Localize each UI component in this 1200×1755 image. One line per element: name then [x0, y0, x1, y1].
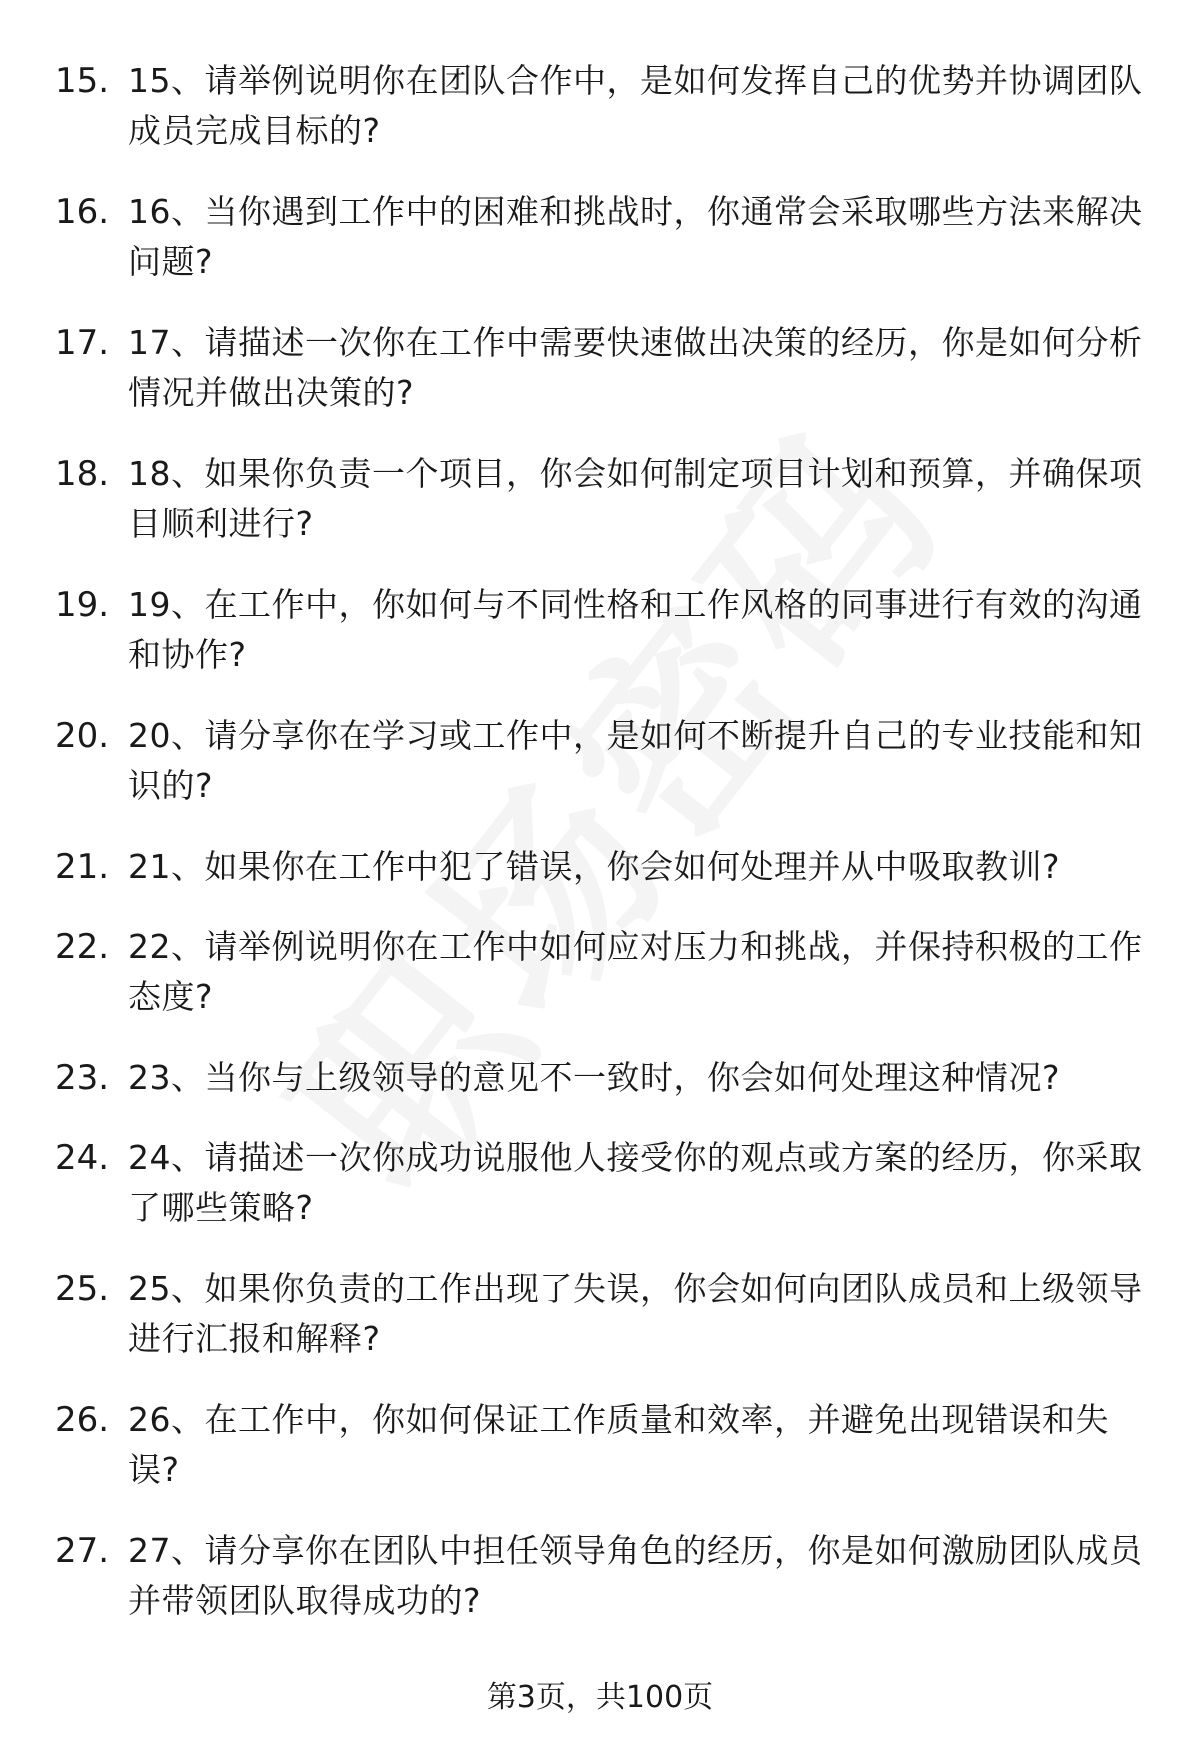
question-item-23: [0, 1053, 1200, 1099]
question-text: 23、当你与上级领导的意见不一致时，你会如何处理这种情况?: [128, 1058, 1061, 1097]
question-number: 16.: [55, 192, 110, 232]
question-number: 20.: [55, 716, 110, 756]
question-number: 18.: [55, 454, 110, 494]
question-item-18: [0, 449, 1200, 547]
question-list: [0, 56, 1200, 1657]
question-text: 20、请分享你在学习或工作中，是如何不断提升自己的专业技能和知识的?: [128, 716, 1143, 805]
question-item-20: [0, 711, 1200, 809]
question-text: 17、请描述一次你在工作中需要快速做出决策的经历，你是如何分析情况并做出决策的?: [128, 323, 1143, 412]
question-item-16: [0, 187, 1200, 285]
question-item-26: [0, 1395, 1200, 1493]
question-text: 24、请描述一次你成功说服他人接受你的观点或方案的经历，你采取了哪些策略?: [128, 1138, 1143, 1227]
question-text: 21、如果你在工作中犯了错误，你会如何处理并从中吸取教训?: [128, 847, 1061, 886]
question-item-19: [0, 580, 1200, 678]
question-number: 15.: [55, 61, 110, 101]
question-number: 22.: [55, 927, 110, 967]
question-item-21: [0, 842, 1200, 888]
question-text: 16、当你遇到工作中的困难和挑战时，你通常会采取哪些方法来解决问题?: [128, 192, 1143, 281]
question-text: 18、如果你负责一个项目，你会如何制定项目计划和预算，并确保项目顺利进行?: [128, 454, 1143, 543]
question-item-27: [0, 1526, 1200, 1624]
question-item-24: [0, 1133, 1200, 1231]
question-number: 23.: [55, 1058, 110, 1098]
question-text: 15、请举例说明你在团队合作中，是如何发挥自己的优势并协调团队成员完成目标的?: [128, 61, 1143, 150]
question-item-17: [0, 318, 1200, 416]
question-text: 25、如果你负责的工作出现了失误，你会如何向团队成员和上级领导进行汇报和解释?: [128, 1269, 1143, 1358]
question-item-22: [0, 922, 1200, 1020]
question-number: 26.: [55, 1400, 110, 1440]
question-text: 22、请举例说明你在工作中如何应对压力和挑战，并保持积极的工作态度?: [128, 927, 1143, 1016]
page-footer: 第3页，共100页: [486, 1680, 714, 1715]
question-text: 26、在工作中，你如何保证工作质量和效率，并避免出现错误和失误?: [128, 1400, 1109, 1489]
question-number: 25.: [55, 1269, 110, 1309]
question-number: 21.: [55, 847, 110, 887]
question-number: 17.: [55, 323, 110, 363]
question-item-15: [0, 56, 1200, 154]
question-text: 19、在工作中，你如何与不同性格和工作风格的同事进行有效的沟通和协作?: [128, 585, 1143, 674]
question-number: 24.: [55, 1138, 110, 1178]
question-item-25: [0, 1264, 1200, 1362]
question-number: 27.: [55, 1531, 110, 1571]
question-text: 27、请分享你在团队中担任领导角色的经历，你是如何激励团队成员并带领团队取得成功的?: [128, 1531, 1143, 1620]
question-number: 19.: [55, 585, 110, 625]
